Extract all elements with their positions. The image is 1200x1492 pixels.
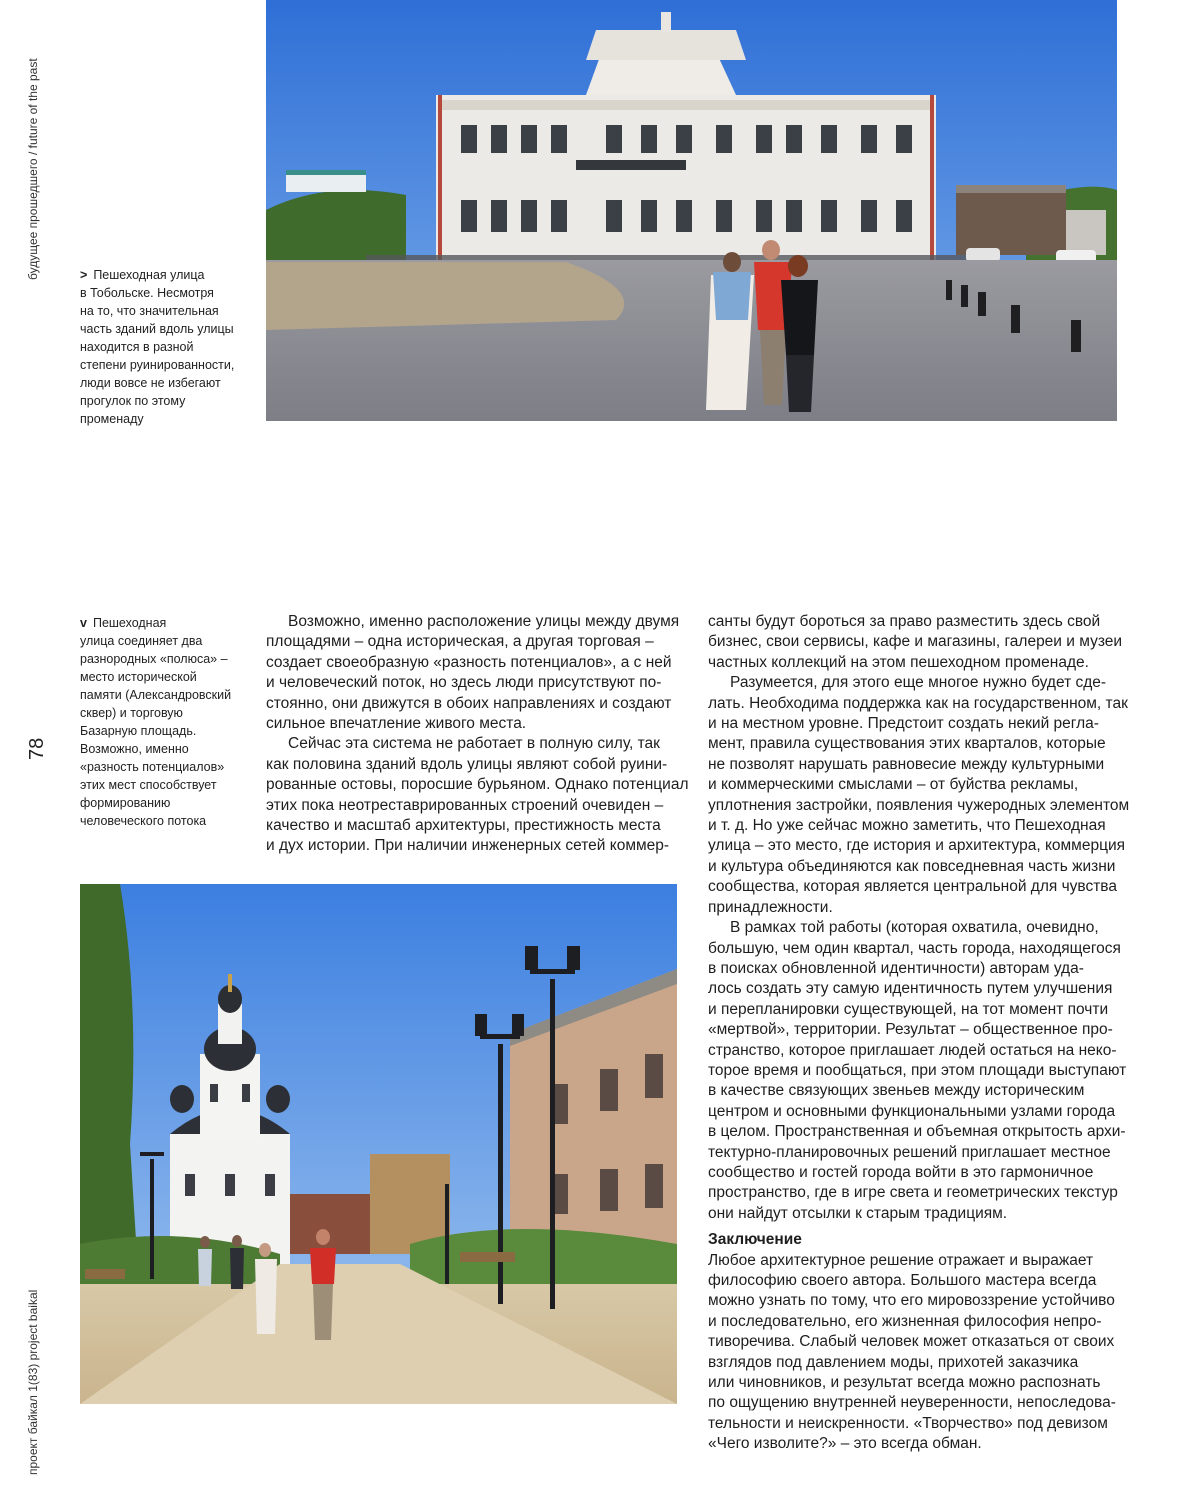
caption-line: часть зданий вдоль улицы (80, 322, 234, 336)
text-line: в целом. Пространственная и объемная открытость архи- (708, 1123, 1126, 1141)
caption-line: в Тобольске. Несмотря (80, 286, 214, 300)
text-line: качество и масштаб архитектуры, престижность места (266, 817, 661, 835)
text-line: пространство, где в игре света и геометрических текстур (708, 1184, 1118, 1202)
caption-line: променаду (80, 412, 144, 426)
text-line: Любое архитектурное решение отражает и выражает (708, 1251, 1094, 1269)
running-foot: проект байкал 1(83) project baikal (26, 1289, 40, 1475)
caption-line: этих мест способствует (80, 778, 217, 792)
caption-line: Базарную площадь. (80, 724, 197, 738)
text-line: частных коллекций на этом пешеходном променаде. (708, 653, 1089, 671)
text-line: в поисках обновленной идентичности) авторам уда- (708, 959, 1084, 977)
section-heading: Заключение (708, 1231, 802, 1249)
caption-line: Возможно, именно (80, 742, 189, 756)
text-line: стоянно, они движутся в обоих направлениях и создают (266, 694, 672, 712)
text-line: и культура объединяются как повседневная часть жизни (708, 857, 1116, 875)
text-line: по ощущению внутренней неуверенности, непоследова- (708, 1394, 1116, 1412)
text-line: Возможно, именно расположение улицы между двумя (288, 613, 680, 630)
text-line: Разумеется, для этого еще многое нужно будет сде- (730, 674, 1107, 692)
text-line: и последовательно, его жизненная философия непро- (708, 1312, 1102, 1330)
caption-line: место исторической (80, 670, 197, 684)
caption-line: формированию (80, 796, 171, 810)
text-line: улица – это место, где история и архитектура, коммерция (708, 837, 1126, 855)
photo-pedestrian-street-building (266, 0, 1117, 421)
article-column-1 (266, 612, 689, 857)
text-line: и дух истории. При наличии инженерных сетей коммер- (266, 837, 670, 855)
text-line: сильное впечатление живого места. (266, 715, 527, 733)
text-line: рованные остовы, поросшие бурьяном. Однако потенциал (266, 776, 689, 794)
text-line: большую, чем один квартал, часть города, находящегося (708, 939, 1121, 957)
caption-arrow-icon: > (80, 268, 88, 282)
text-line: «мертвой», территории. Результат – общественное про- (708, 1021, 1113, 1039)
text-line: взглядов под давлением моды, прихотей заказчика (708, 1353, 1079, 1371)
text-line: в качестве связующих звеньев между историческим (708, 1082, 1085, 1100)
article-column-2 (708, 612, 1130, 1455)
caption-line: «разность потенциалов» (80, 760, 225, 774)
caption-line: памяти (Александровский (80, 688, 232, 702)
caption-top-photo (80, 266, 256, 428)
text-line: и человеческий поток, но здесь люди присутствуют по- (266, 674, 662, 692)
caption-bottom-photo (80, 614, 256, 830)
text-line: санты будут бороться за право разместить здесь свой (708, 613, 1101, 630)
text-line: сообщество и гостей города войти в это гармоничное (708, 1163, 1094, 1181)
page-number: 78 (26, 737, 48, 760)
text-line: или чиновников, и результат всегда можно распознать (708, 1374, 1101, 1392)
text-line: и коммерческими смыслами – от буйства рекламы, (708, 776, 1079, 794)
text-line: тельности и неискренности. «Творчество» под девизом (708, 1414, 1108, 1432)
text-line: лось создать эту самую идентичность путем улучшения (708, 980, 1113, 998)
text-line: сообщества, которая является центральной для чувства (708, 878, 1117, 896)
text-line: мент, правила существования этих кварталов, которые (708, 735, 1106, 753)
text-line: философию своего автора. Большого мастера всегда (708, 1272, 1097, 1289)
photo-bottom-image (80, 884, 677, 1404)
caption-line: на то, что значительная (80, 304, 219, 318)
text-line: бизнес, свои сервисы, кафе и магазины, галереи и музеи (708, 633, 1123, 651)
caption-line: люди вовсе не избегают (80, 376, 221, 390)
text-line: тектурно-планировочных решений приглашает местное (708, 1143, 1111, 1161)
text-line: странство, которое приглашает людей остаться на неко- (708, 1041, 1117, 1059)
caption-line: степени руинированности, (80, 358, 235, 372)
text-line: уплотнения застройки, появления чужеродных элементом (708, 796, 1130, 814)
photo-top-image (266, 0, 1117, 421)
text-line: площадями – одна историческая, а другая торговая – (266, 633, 654, 651)
text-line: Сейчас эта система не работает в полную силу, так (288, 735, 660, 753)
text-line: торое время и пообщаться, при этом площади выступают (708, 1061, 1127, 1079)
caption-line: Пешеходная (92, 616, 167, 630)
text-line: В рамках той работы (которая охватила, очевидно, (730, 919, 1099, 937)
text-line: они найдут отсылки к старым традициям. (708, 1204, 1008, 1222)
caption-line: человеческого потока (80, 814, 207, 828)
caption-line: сквер) и торговую (80, 706, 183, 720)
text-line: тиворечива. Слабый человек может отказаться от своих (708, 1333, 1115, 1351)
text-line: можно узнать по тому, что его мировоззрение устойчиво (708, 1292, 1115, 1310)
caption-line: Пешеходная улица (93, 268, 205, 282)
text-line: не позволят нарушать равновесие между культурными (708, 755, 1105, 773)
text-line: и на местном уровне. Предстоит создать некий регла- (708, 715, 1099, 733)
text-line: как половина зданий вдоль улицы являют собой руини- (266, 755, 668, 773)
caption-line: улица соединяет два (80, 634, 203, 648)
text-line: этих пока неотреставрированных строений очевиден – (266, 796, 664, 814)
caption-line: находится в разной (80, 340, 194, 354)
text-line: центром и основными функциональными узлами города (708, 1102, 1116, 1120)
caption-line: прогулок по этому (80, 394, 186, 408)
caption-line: разнородных «полюса» – (80, 652, 228, 666)
text-line: лать. Необходима поддержка как на государственном, так (708, 694, 1128, 712)
text-line: и перепланировки существующей, на тот момент почти (708, 1000, 1109, 1018)
text-line: «Чего изволите?» – это всегда обман. (708, 1435, 982, 1453)
running-head: будущее прошедшего / future of the past (26, 58, 40, 280)
text-line: создает своеобразную «разность потенциалов», а с ней (266, 653, 672, 671)
photo-pedestrian-street-church (80, 884, 677, 1404)
caption-arrow-icon: v (80, 616, 87, 630)
text-line: и т. д. Но уже сейчас можно заметить, что Пешеходная (708, 817, 1106, 835)
text-line: принадлежности. (708, 898, 833, 916)
